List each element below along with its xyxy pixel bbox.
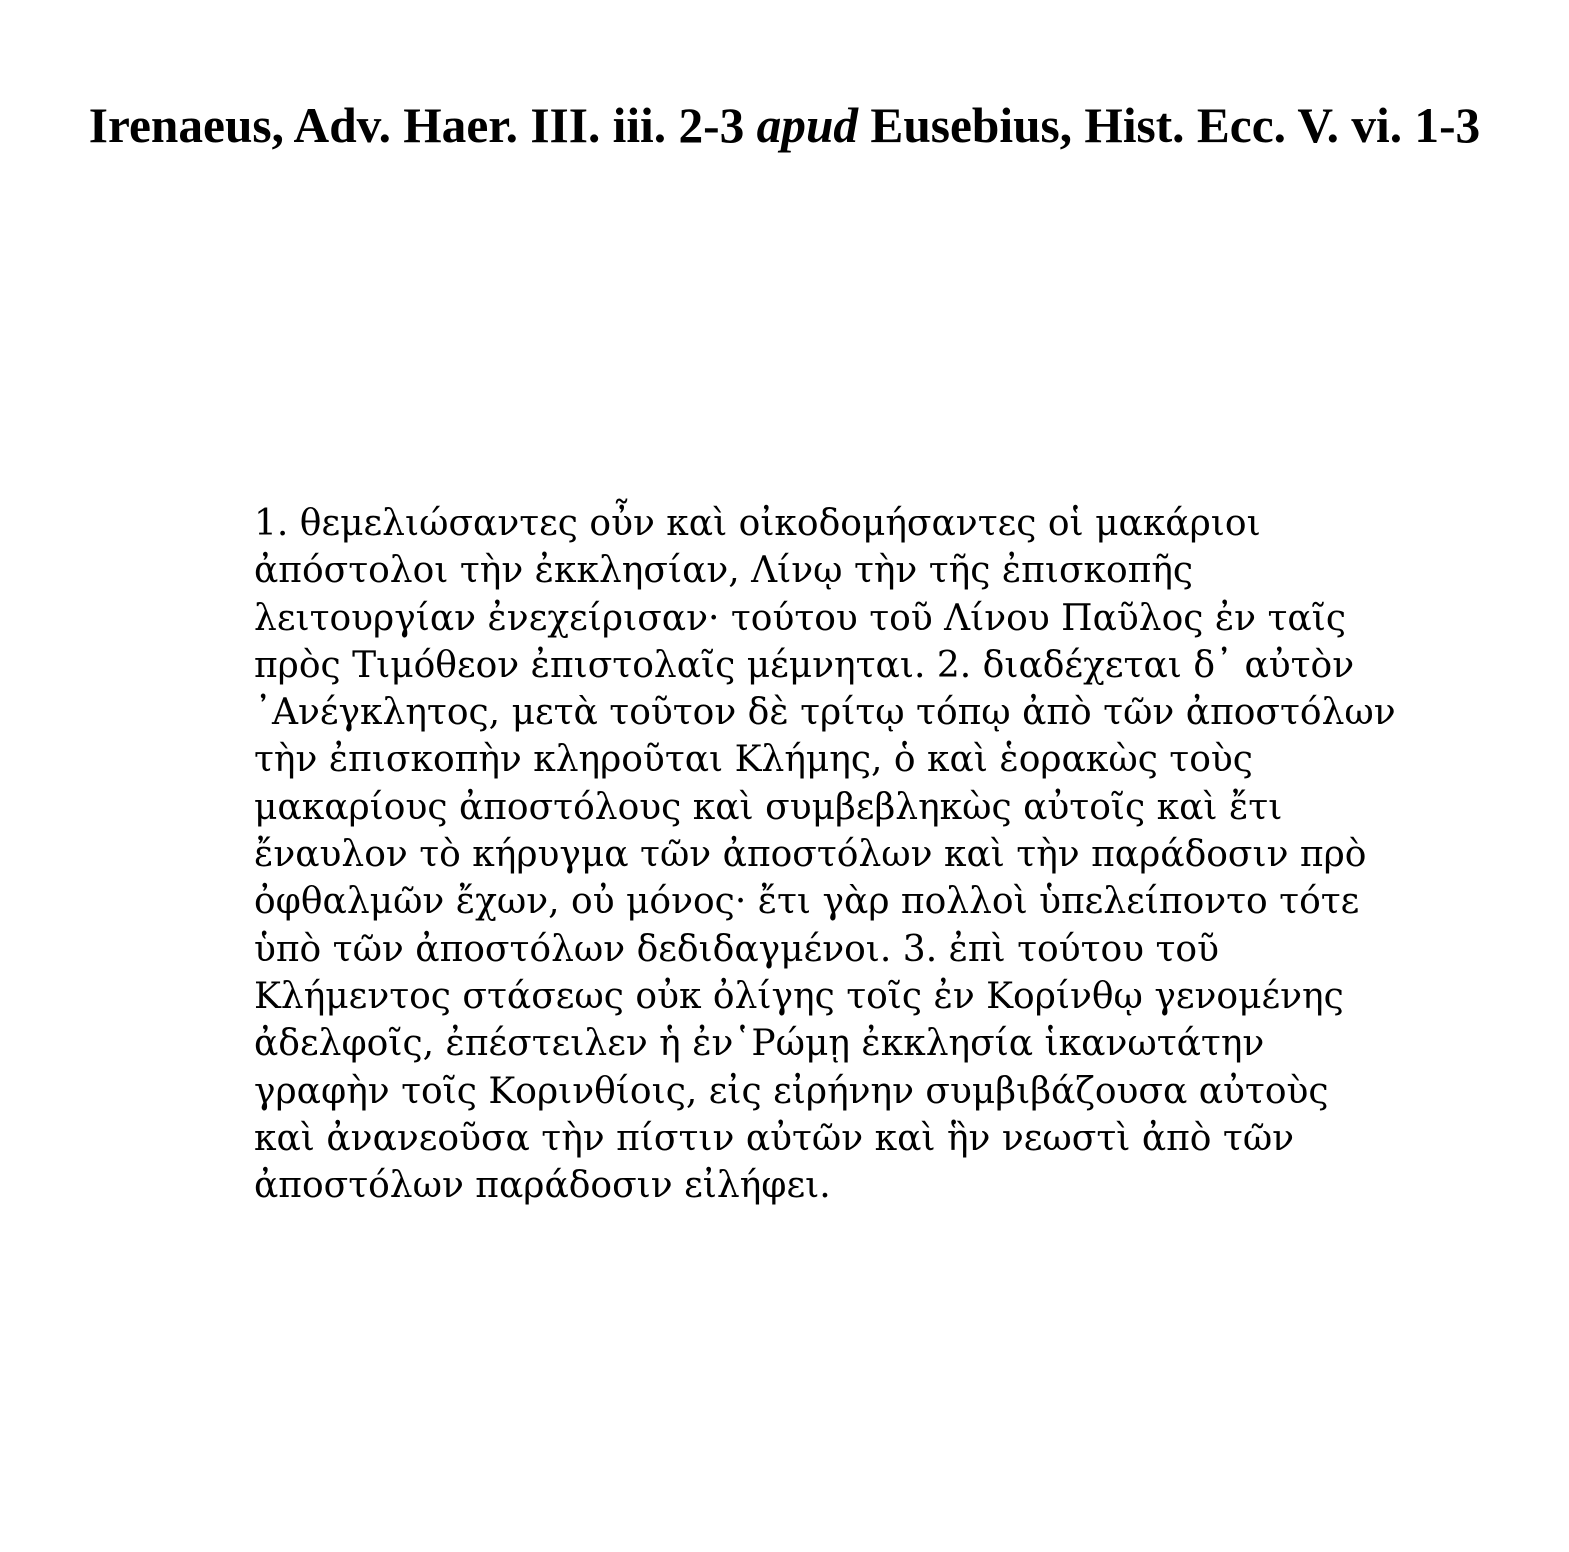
passage-line: τὴν ἐπισκοπὴν κληροῦται Κλήμης, ὁ καὶ ἑορακὼς τοὺς xyxy=(254,739,1253,781)
passage-line: ὑπὸ τῶν ἀποστόλων δεδιδαγμένοι. 3. ἐπὶ τούτου τοῦ xyxy=(254,928,1219,970)
passage-line: πρὸς Τιμόθεον ἐπιστολαῖς μέμνηται. 2. διαδέχεται δ᾽ αὐτὸν xyxy=(254,644,1355,686)
title-citation-eusebius: Eusebius, Hist. Ecc. V. vi. 1-3 xyxy=(858,98,1481,153)
passage-line: Κλήμεντος στάσεως οὐκ ὀλίγης τοῖς ἐν Κορίνθῳ γενομένης xyxy=(254,975,1344,1017)
passage-line: λειτουργίαν ἐνεχείρισαν· τούτου τοῦ Λίνου Παῦλος ἐν ταῖς xyxy=(254,597,1347,639)
greek-passage xyxy=(254,500,1396,1209)
passage-line: 1. θεμελιώσαντες οὖν καὶ οἰκοδομήσαντες οἱ μακάριοι xyxy=(254,503,1261,544)
passage-line: ἀπόστολοι τὴν ἐκκλησίαν, Λίνῳ τὴν τῆς ἐπισκοπῆς xyxy=(254,550,1194,592)
passage-line: ὀφθαλμῶν ἔχων, οὐ μόνος· ἔτι γὰρ πολλοὶ ὑπελείποντο τότε xyxy=(254,881,1360,923)
passage-line: ᾽Ανέγκλητος, μετὰ τοῦτον δὲ τρίτῳ τόπῳ ἀπὸ τῶν ἀποστόλων xyxy=(254,692,1396,734)
passage-line: γραφὴν τοῖς Κορινθίοις, εἰς εἰρήνην συμβιβάζουσα αὐτοὺς xyxy=(254,1070,1329,1112)
passage-line: καὶ ἀνανεοῦσα τὴν πίστιν αὐτῶν καὶ ἣν νεωστὶ ἀπὸ τῶν xyxy=(254,1117,1295,1159)
passage-line: ἀδελφοῖς, ἐπέστειλεν ἡ ἐν῾Ρώμῃ ἐκκλησία ἱκανωτάτην xyxy=(254,1023,1265,1065)
slide-title xyxy=(0,96,1569,156)
passage-line: ἀποστόλων παράδοσιν εἰλήφει. xyxy=(254,1165,831,1207)
passage-line: μακαρίους ἀποστόλους καὶ συμβεβληκὼς αὐτοῖς καὶ ἔτι xyxy=(254,786,1283,828)
title-citation-irenaeus: Irenaeus, Adv. Haer. III. iii. 2-3 xyxy=(88,98,757,153)
title-apud: apud xyxy=(756,98,859,153)
passage-line: ἔναυλον τὸ κήρυγμα τῶν ἀποστόλων καὶ τὴν παράδοσιν πρὸ xyxy=(254,834,1367,876)
